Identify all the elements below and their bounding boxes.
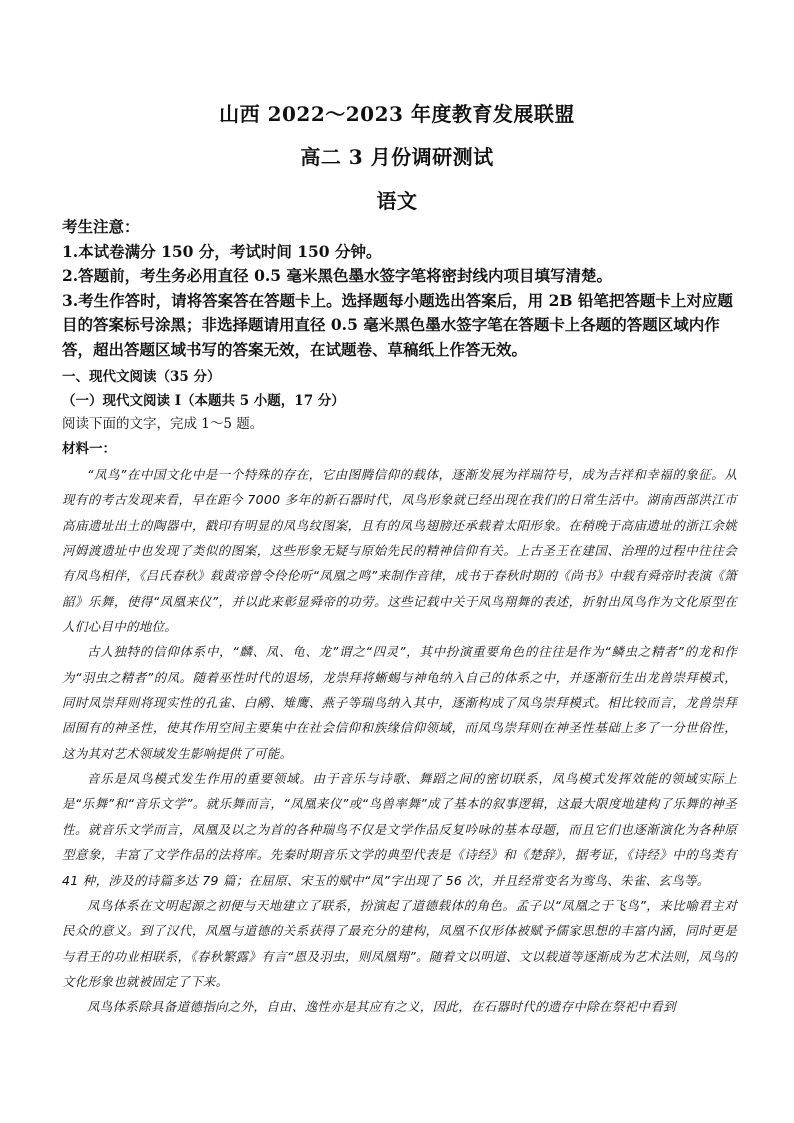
notice-item: 3.考生作答时，请将答案答在答题卡上。选择题每小题选出答案后，用 2B 铅笔把答题卡上对应题目的答案标号涂黑；非选择题请用直径 0.5 毫米黑色墨水签字笔在答题卡上各题的答题区域内作答，超出答题区域书写的答案无效，在试题卷、草稿纸上作答无效。 [62, 290, 733, 359]
subsection-heading: （一）现代文阅读 I（本题共 5 小题，17 分） [62, 393, 345, 409]
passage-paragraph: “凤鸟”在中国文化中是一个特殊的存在，它由图腾信仰的载体，逐渐发展为祥瑞符号，成为吉祥和幸福的象征。从现有的考古发现来看，早在距今 7000 多年的新石器时代，凤鸟形象就已经出现在我们的日常生活中。湖南西部洪江市高庙遗址出土的陶器中，戳印有明显的凤鸟纹图案，且有的凤鸟翅膀还承载着太阳形象。在稍晚于高庙遗址的浙江余姚河姆渡遗址中也发现了类似的图案，这些形象无疑与原始先民的精神信仰有关。上古圣王在建国、治理的过程中往往会有凤鸟相伴，《吕氏春秋》载黄帝曾令伶伦听“凤凰之鸣”来制作音律，成书于春秋时期的《尚书》中载有舜帝时表演《箫韶》乐舞，使得“凤凰来仪”，并以此来彰显舜帝的功劳。这些记载中关于凤鸟翔舞的表述，折射出凤鸟作为文化原型在人们心目中的地位。 [62, 467, 737, 635]
exam-title: 山西 2022～2023 年度教育发展联盟 [219, 102, 575, 126]
subject-title: 语文 [376, 189, 418, 213]
notice-item: 2.答题前，考生务必用直径 0.5 毫米黑色墨水签字笔将密封线内项目填写清楚。 [62, 266, 612, 285]
candidate-notice [62, 215, 737, 362]
notice-item: 1.本试卷满分 150 分，考试时间 150 分钟。 [62, 241, 382, 261]
passage-paragraph: 凤鸟体系除具备道德指向之外，自由、逸性亦是其应有之义，因此，在石器时代的遗存中除在祭祀中看到 [87, 999, 676, 1015]
reading-instruction: 阅读下面的文字，完成 1～5 题。 [62, 416, 264, 432]
exam-subtitle: 高二 3 月份调研测试 [300, 145, 494, 169]
section-heading: 一、现代文阅读（35 分） [62, 369, 221, 385]
passage-paragraph: 凤鸟体系在文明起源之初便与天地建立了联系，扮演起了道德载体的角色。孟子以“凤凰之于飞鸟”，来比喻君主对民众的意义。到了汉代，凤凰与道德的关系获得了最充分的建构，凤凰不仅形体被赋予儒家思想的丰富内涵，同时更是与君王的功业相联系，《春秋繁露》有言“恩及羽虫，则凤凰翔”。随着文以明道、文以载道等逐渐成为艺术法则，凤鸟的文化形象也就被固定了下来。 [62, 897, 737, 989]
reading-passage [62, 462, 737, 1020]
passage-paragraph: 古人独特的信仰体系中，“麟、凤、龟、龙”谓之“四灵”，其中扮演重要角色的往往是作为“鳞虫之精者”的龙和作为“羽虫之精者”的凤。随着巫性时代的退场，龙崇拜将蜥蜴与神龟纳入自己的体系之中，并逐渐衍生出龙兽崇拜模式，同时凤崇拜则将现实性的孔雀、白鹇、雉鹰、燕子等瑞鸟纳入其中，逐渐构成了凤鸟崇拜模式。相比较而言，龙兽崇拜固囿有的神圣性，使其作用空间主要集中在社会信仰和族缘信仰领域，而凤鸟崇拜则在神圣性基础上多了一分世俗性，这为其对艺术领域发生影响提供了可能。 [62, 644, 737, 761]
notice-heading: 考生注意： [62, 217, 140, 236]
material-label: 材料一： [62, 441, 116, 457]
passage-paragraph: 音乐是凤鸟模式发生作用的重要领域。由于音乐与诗歌、舞蹈之间的密切联系，凤鸟模式发挥效能的领域实际上是“乐舞”和“音乐文学”。就乐舞而言，“凤凰来仪”或“鸟兽率舞”成了基本的叙事逻辑，这最大限度地建构了乐舞的神圣性。就音乐文学而言，凤凰及以之为首的各种瑞鸟不仅是文学作品反复吟咏的基本母题，而且它们也逐渐演化为各种原型意象，丰富了文学作品的法将库。先秦时期音乐文学的典型代表是《诗经》和《楚辞》，据考证，《诗经》中的鸟类有 41 种，涉及的诗篇多达 79 篇；在屈原、宋玉的赋中“凤”字出现了 56 次，并且经常变名为鸾鸟、朱雀、玄鸟等。 [62, 771, 737, 888]
